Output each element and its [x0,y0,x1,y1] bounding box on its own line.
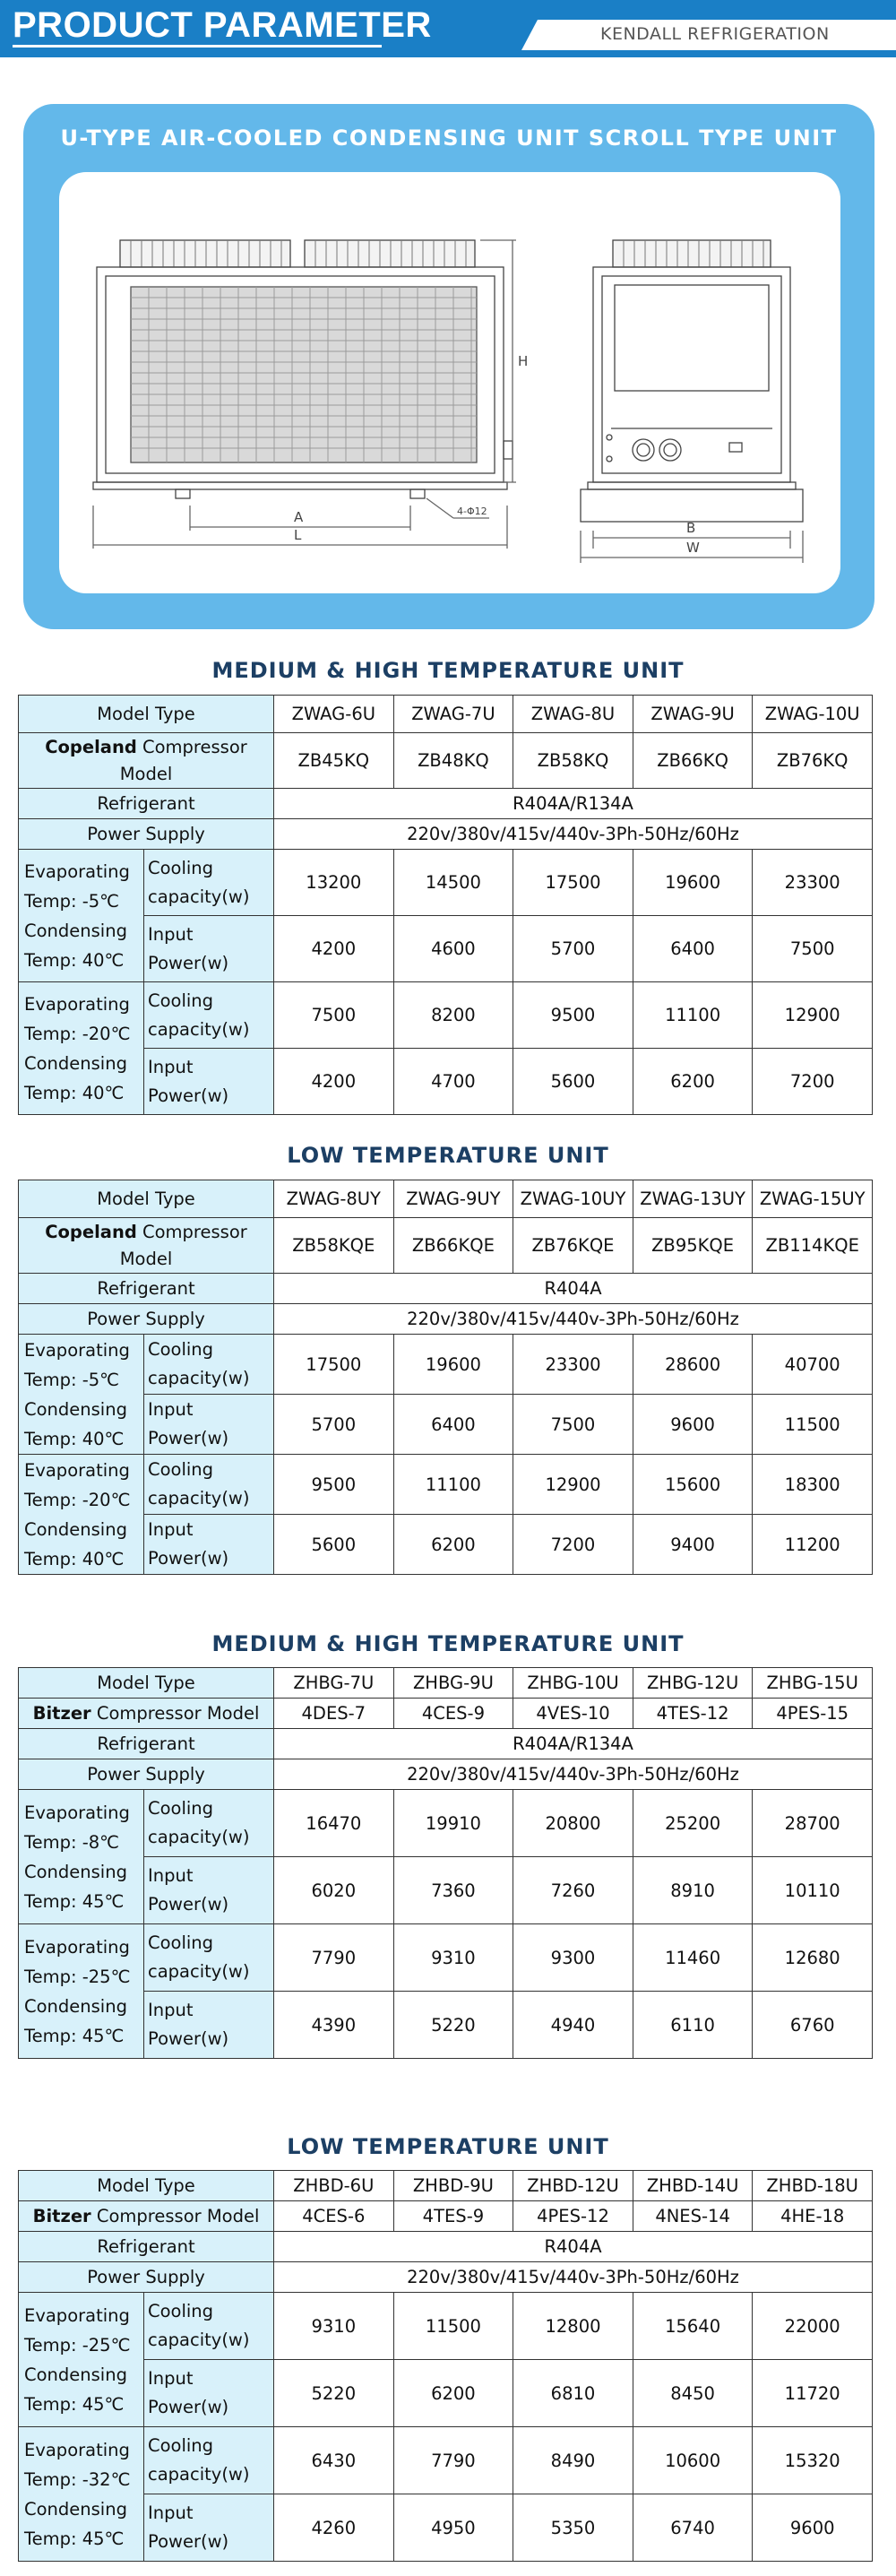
value-cell: 11100 [393,1455,513,1515]
compressor-cell: 4PES-15 [753,1699,873,1729]
power-supply-label: Power Supply [19,1759,274,1790]
model-cell: ZHBD-9U [393,2171,513,2201]
model-cell: ZWAG-13UY [633,1180,753,1218]
condition-label: Evaporating Temp: -5℃ Condensing Temp: 40℃ [19,1335,144,1455]
table-row [19,2171,873,2201]
dimension-h: H [518,353,529,369]
power-supply-label: Power Supply [19,819,274,850]
table-row [19,1790,873,1857]
compressor-cell: 4CES-9 [393,1699,513,1729]
condition-label: Evaporating Temp: -25℃ Condensing Temp: 45℃ [19,1924,144,2059]
cooling-label: Cooling capacity(w) [144,2427,274,2494]
value-cell: 16470 [274,1790,394,1857]
compressor-model-suffix: Compressor Model [119,736,247,784]
input-power-label: Input Power(w) [144,1515,274,1575]
unit-technical-drawing [59,172,840,593]
section-title: LOW TEMPERATURE UNIT [287,2134,609,2159]
dimension-a: A [294,509,304,525]
spec-table [18,2170,873,2562]
value-cell: 23300 [513,1335,633,1395]
value-cell: 7200 [753,1049,873,1115]
condition-label: Evaporating Temp: -20℃ Condensing Temp: 40℃ [19,1455,144,1575]
compressor-cell: ZB58KQ [513,733,633,789]
value-cell: 9500 [274,1455,394,1515]
value-cell: 15640 [633,2293,753,2360]
value-cell: 19600 [633,850,753,916]
compressor-cell: 4VES-10 [513,1699,633,1729]
table-row [19,1699,873,1729]
value-cell: 12800 [513,2293,633,2360]
input-power-label: Input Power(w) [144,2360,274,2427]
value-cell: 9400 [633,1515,753,1575]
compressor-cell: 4NES-14 [633,2201,753,2232]
value-cell: 8490 [513,2427,633,2494]
value-cell: 4600 [393,916,513,982]
value-cell: 25200 [633,1790,753,1857]
dimension-l: L [294,527,302,543]
value-cell: 6810 [513,2360,633,2427]
model-cell: ZWAG-10UY [513,1180,633,1218]
table-row [19,2262,873,2293]
cooling-label: Cooling capacity(w) [144,1335,274,1395]
spec-table [18,695,873,1115]
value-cell: 12680 [753,1924,873,1992]
compressor-model-label [19,1699,274,1729]
table-row [19,696,873,733]
value-cell: 4940 [513,1992,633,2059]
power-supply-value: 220v/380v/415v/440v-3Ph-50Hz/60Hz [274,819,873,850]
value-cell: 4950 [393,2494,513,2562]
page-header [0,0,896,57]
value-cell: 6200 [393,1515,513,1575]
model-cell: ZWAG-10U [753,696,873,733]
table-row [19,1395,873,1455]
brand-name: KENDALL REFRIGERATION [600,24,830,44]
table-row [19,1992,873,2059]
value-cell: 4260 [274,2494,394,2562]
cooling-label: Cooling capacity(w) [144,982,274,1049]
page-title: PRODUCT PARAMETER [13,5,432,45]
model-cell: ZHBD-12U [513,2171,633,2201]
value-cell: 4200 [274,916,394,982]
table-row [19,1515,873,1575]
value-cell: 7500 [753,916,873,982]
value-cell: 17500 [513,850,633,916]
value-cell: 6760 [753,1992,873,2059]
value-cell: 7500 [513,1395,633,1455]
input-power-label: Input Power(w) [144,2494,274,2562]
compressor-model-label [19,733,274,789]
table-row [19,1274,873,1304]
model-cell: ZWAG-9UY [393,1180,513,1218]
cooling-label: Cooling capacity(w) [144,1790,274,1857]
table-row [19,1049,873,1115]
compressor-brand: Copeland [45,1221,137,1242]
value-cell: 20800 [513,1790,633,1857]
model-cell: ZHBG-10U [513,1668,633,1699]
compressor-cell: ZB58KQE [274,1218,394,1274]
table-row [19,733,873,789]
input-power-label: Input Power(w) [144,1992,274,2059]
table-row [19,1180,873,1218]
section-title: LOW TEMPERATURE UNIT [287,1143,609,1168]
compressor-cell: 4CES-6 [274,2201,394,2232]
model-type-label: Model Type [19,2171,274,2201]
compressor-model-suffix: Compressor Model [96,1703,260,1724]
table-row [19,916,873,982]
spec-table [18,1667,873,2059]
title-underline [13,45,382,48]
condition-label: Evaporating Temp: -5℃ Condensing Temp: 40℃ [19,850,144,982]
drawing-card [59,172,840,593]
condition-label: Evaporating Temp: -20℃ Condensing Temp: 40℃ [19,982,144,1115]
table-row [19,1455,873,1515]
value-cell: 5700 [513,916,633,982]
model-type-label: Model Type [19,1180,274,1218]
compressor-model-suffix: Compressor Model [119,1221,247,1269]
refrigerant-label: Refrigerant [19,1274,274,1304]
value-cell: 7360 [393,1857,513,1924]
table-row [19,2232,873,2262]
table-row [19,1759,873,1790]
value-cell: 10600 [633,2427,753,2494]
section-title: MEDIUM & HIGH TEMPERATURE UNIT [211,1631,685,1656]
compressor-cell: ZB66KQE [393,1218,513,1274]
value-cell: 11720 [753,2360,873,2427]
refrigerant-label: Refrigerant [19,1729,274,1759]
model-cell: ZHBD-6U [274,2171,394,2201]
value-cell: 6200 [393,2360,513,2427]
value-cell: 9600 [633,1395,753,1455]
value-cell: 11200 [753,1515,873,1575]
value-cell: 19600 [393,1335,513,1395]
drawing-title: U-TYPE AIR-COOLED CONDENSING UNIT SCROLL TYPE UNIT [60,125,838,151]
value-cell: 6200 [633,1049,753,1115]
compressor-model-suffix: Compressor Model [96,2206,260,2226]
model-cell: ZWAG-9U [633,696,753,733]
power-supply-value: 220v/380v/415v/440v-3Ph-50Hz/60Hz [274,1759,873,1790]
condition-label: Evaporating Temp: -32℃ Condensing Temp: 45℃ [19,2427,144,2562]
dimension-b: B [686,520,696,536]
compressor-cell: 4TES-12 [633,1699,753,1729]
drawing-panel [23,104,874,629]
dimension-w: W [686,540,700,556]
compressor-cell: ZB48KQ [393,733,513,789]
value-cell: 11500 [753,1395,873,1455]
hole-spec: 4-Φ12 [457,506,487,517]
compressor-model-label [19,2201,274,2232]
value-cell: 15600 [633,1455,753,1515]
value-cell: 12900 [513,1455,633,1515]
refrigerant-value: R404A/R134A [274,789,873,819]
value-cell: 8200 [393,982,513,1049]
table-row [19,1924,873,1992]
value-cell: 7260 [513,1857,633,1924]
power-supply-value: 220v/380v/415v/440v-3Ph-50Hz/60Hz [274,2262,873,2293]
value-cell: 19910 [393,1790,513,1857]
value-cell: 11500 [393,2293,513,2360]
value-cell: 12900 [753,982,873,1049]
table-row [19,1857,873,1924]
value-cell: 11100 [633,982,753,1049]
value-cell: 4700 [393,1049,513,1115]
value-cell: 4200 [274,1049,394,1115]
value-cell: 5700 [274,1395,394,1455]
input-power-label: Input Power(w) [144,916,274,982]
value-cell: 28700 [753,1790,873,1857]
input-power-label: Input Power(w) [144,1395,274,1455]
value-cell: 5600 [274,1515,394,1575]
power-supply-label: Power Supply [19,1304,274,1335]
power-supply-value: 220v/380v/415v/440v-3Ph-50Hz/60Hz [274,1304,873,1335]
compressor-cell: 4TES-9 [393,2201,513,2232]
model-cell: ZHBG-12U [633,1668,753,1699]
table-row [19,1729,873,1759]
value-cell: 6740 [633,2494,753,2562]
refrigerant-value: R404A [274,2232,873,2262]
input-power-label: Input Power(w) [144,1857,274,1924]
compressor-cell: ZB95KQE [633,1218,753,1274]
table-row [19,1218,873,1274]
compressor-cell: 4HE-18 [753,2201,873,2232]
value-cell: 28600 [633,1335,753,1395]
value-cell: 11460 [633,1924,753,1992]
model-type-label: Model Type [19,696,274,733]
model-type-label: Model Type [19,1668,274,1699]
table-row [19,789,873,819]
table-row [19,1335,873,1395]
value-cell: 14500 [393,850,513,916]
table-row [19,2360,873,2427]
value-cell: 5220 [274,2360,394,2427]
value-cell: 18300 [753,1455,873,1515]
value-cell: 40700 [753,1335,873,1395]
value-cell: 5600 [513,1049,633,1115]
model-cell: ZWAG-8UY [274,1180,394,1218]
value-cell: 4390 [274,1992,394,2059]
value-cell: 9300 [513,1924,633,1992]
model-cell: ZHBD-14U [633,2171,753,2201]
compressor-cell: ZB76KQE [513,1218,633,1274]
table-row [19,850,873,916]
value-cell: 7200 [513,1515,633,1575]
model-cell: ZWAG-7U [393,696,513,733]
value-cell: 6400 [393,1395,513,1455]
power-supply-label: Power Supply [19,2262,274,2293]
section-title: MEDIUM & HIGH TEMPERATURE UNIT [211,658,685,683]
table-row [19,2427,873,2494]
table-row [19,2494,873,2562]
compressor-cell: ZB45KQ [274,733,394,789]
value-cell: 22000 [753,2293,873,2360]
value-cell: 7790 [393,2427,513,2494]
spec-table [18,1180,873,1575]
table-row [19,819,873,850]
value-cell: 6110 [633,1992,753,2059]
condition-label: Evaporating Temp: -8℃ Condensing Temp: 45℃ [19,1790,144,1924]
value-cell: 23300 [753,850,873,916]
value-cell: 9310 [274,2293,394,2360]
model-cell: ZHBG-15U [753,1668,873,1699]
value-cell: 7790 [274,1924,394,1992]
model-cell: ZWAG-6U [274,696,394,733]
value-cell: 6020 [274,1857,394,1924]
table-row [19,1304,873,1335]
refrigerant-value: R404A/R134A [274,1729,873,1759]
condition-label: Evaporating Temp: -25℃ Condensing Temp: 45℃ [19,2293,144,2427]
compressor-cell: 4DES-7 [274,1699,394,1729]
value-cell: 6430 [274,2427,394,2494]
value-cell: 17500 [274,1335,394,1395]
value-cell: 10110 [753,1857,873,1924]
compressor-model-label [19,1218,274,1274]
cooling-label: Cooling capacity(w) [144,1924,274,1992]
value-cell: 13200 [274,850,394,916]
cooling-label: Cooling capacity(w) [144,850,274,916]
value-cell: 6400 [633,916,753,982]
value-cell: 9310 [393,1924,513,1992]
value-cell: 7500 [274,982,394,1049]
table-row [19,2293,873,2360]
table-row [19,982,873,1049]
table-row [19,1668,873,1699]
compressor-brand: Bitzer [32,2206,91,2226]
refrigerant-label: Refrigerant [19,2232,274,2262]
model-cell: ZHBG-7U [274,1668,394,1699]
model-cell: ZHBG-9U [393,1668,513,1699]
compressor-brand: Copeland [45,736,137,757]
value-cell: 8450 [633,2360,753,2427]
value-cell: 9500 [513,982,633,1049]
value-cell: 5220 [393,1992,513,2059]
refrigerant-label: Refrigerant [19,789,274,819]
compressor-cell: ZB66KQ [633,733,753,789]
value-cell: 5350 [513,2494,633,2562]
input-power-label: Input Power(w) [144,1049,274,1115]
compressor-cell: 4PES-12 [513,2201,633,2232]
model-cell: ZHBD-18U [753,2171,873,2201]
model-cell: ZWAG-15UY [753,1180,873,1218]
table-row [19,2201,873,2232]
compressor-brand: Bitzer [32,1703,91,1724]
compressor-cell: ZB76KQ [753,733,873,789]
compressor-cell: ZB114KQE [753,1218,873,1274]
value-cell: 9600 [753,2494,873,2562]
refrigerant-value: R404A [274,1274,873,1304]
model-cell: ZWAG-8U [513,696,633,733]
value-cell: 8910 [633,1857,753,1924]
cooling-label: Cooling capacity(w) [144,1455,274,1515]
value-cell: 15320 [753,2427,873,2494]
cooling-label: Cooling capacity(w) [144,2293,274,2360]
